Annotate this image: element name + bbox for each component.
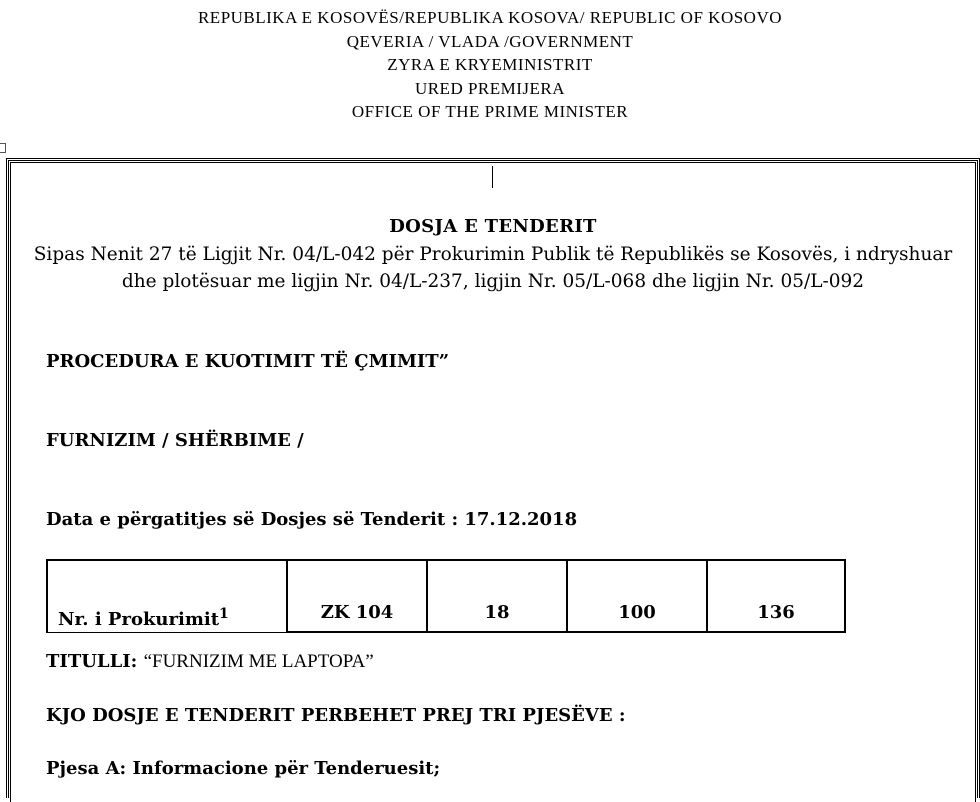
tender-title-value: “FURNIZIM ME LAPTOPA” (143, 651, 374, 672)
procurement-category: FURNIZIM / SHËRBIME / (46, 430, 304, 451)
procurement-cell-authority: ZK 104 (287, 560, 427, 632)
table-row (47, 560, 845, 632)
tender-title-label: TITULLI: (46, 651, 138, 672)
header-line: QEVERIA / VLADA /GOVERNMENT (346, 31, 634, 51)
header-line: REPUBLIKA E KOSOVËS/REPUBLIKA KOSOVA/ REPUBLIC OF KOSOVO (197, 8, 783, 27)
tender-title (46, 651, 374, 673)
document-legal-basis: Sipas Nenit 27 të Ligjit Nr. 04/L-042 për Prokurimin Publik të Republikës se Kosovës, i ndryshuar dhe plotësuar me ligjin Nr. 04/L-237, ligjin Nr. 05/L-068 dhe ligjin Nr. 05/L-092 (33, 244, 953, 292)
government-header (0, 6, 980, 124)
procurement-cell-type: 100 (567, 560, 707, 632)
part-a: Pjesa A: Informacione për Tenderuesit; (46, 758, 441, 779)
procurement-number-label: Nr. i Prokurimit$^1$ (47, 560, 287, 632)
table-move-handle-icon[interactable] (0, 143, 6, 153)
procedure-type: PROCEDURA E KUOTIMIT TË ÇMIMIT” (46, 351, 450, 372)
header-line: OFFICE OF THE PRIME MINISTER (351, 102, 629, 122)
procurement-cell-year: 18 (427, 560, 567, 632)
procurement-number-table (46, 559, 846, 633)
parts-intro: KJO DOSJE E TENDERIT PERBEHET PREJ TRI PJESËVE : (46, 705, 626, 726)
footnote-marker: 1 (219, 605, 229, 622)
text-cursor (492, 166, 493, 188)
procurement-cell-sequence: 136 (707, 560, 845, 632)
document-title: DOSJA E TENDERIT (389, 216, 597, 237)
preparation-date: Data e përgatitjes së Dosjes së Tenderit : 17.12.2018 (46, 509, 578, 530)
header-line: ZYRA E KRYEMINISTRIT (387, 55, 593, 75)
header-line: URED PREMIJERA (414, 78, 566, 98)
